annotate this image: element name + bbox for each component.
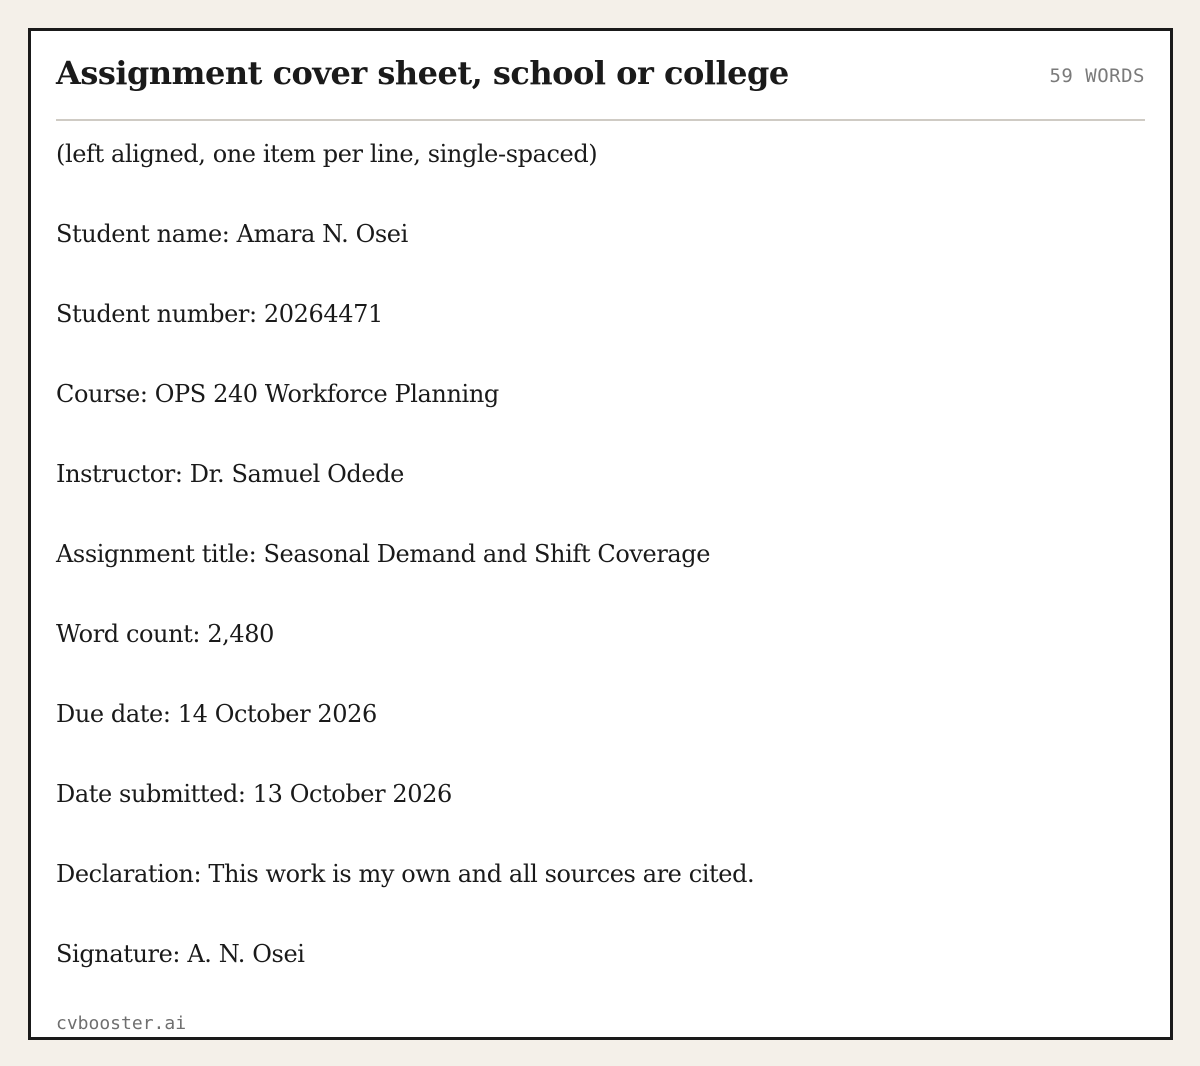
instructor-line: Instructor: Dr. Samuel Odede (56, 460, 404, 488)
formatting-note: (left aligned, one item per line, single-spaced) (56, 140, 598, 168)
document-header (56, 31, 1145, 121)
date-submitted-line: Date submitted: 13 October 2026 (56, 780, 452, 808)
student-name-line: Student name: Amara N. Osei (56, 220, 408, 248)
brand-footer: cvbooster.ai (56, 1013, 187, 1034)
declaration-line: Declaration: This work is my own and all sources are cited. (56, 860, 755, 888)
word-count-badge: 59 WORDS (1049, 65, 1145, 87)
word-count-line: Word count: 2,480 (56, 620, 275, 648)
course-line: Course: OPS 240 Workforce Planning (56, 380, 499, 408)
document-title: Assignment cover sheet, school or college (56, 54, 789, 92)
document-card (28, 28, 1173, 1040)
student-number-line: Student number: 20264471 (56, 300, 383, 328)
assignment-title-line: Assignment title: Seasonal Demand and Shift Coverage (56, 540, 711, 568)
document-body (56, 134, 1145, 1014)
due-date-line: Due date: 14 October 2026 (56, 700, 377, 728)
signature-line: Signature: A. N. Osei (56, 940, 305, 968)
